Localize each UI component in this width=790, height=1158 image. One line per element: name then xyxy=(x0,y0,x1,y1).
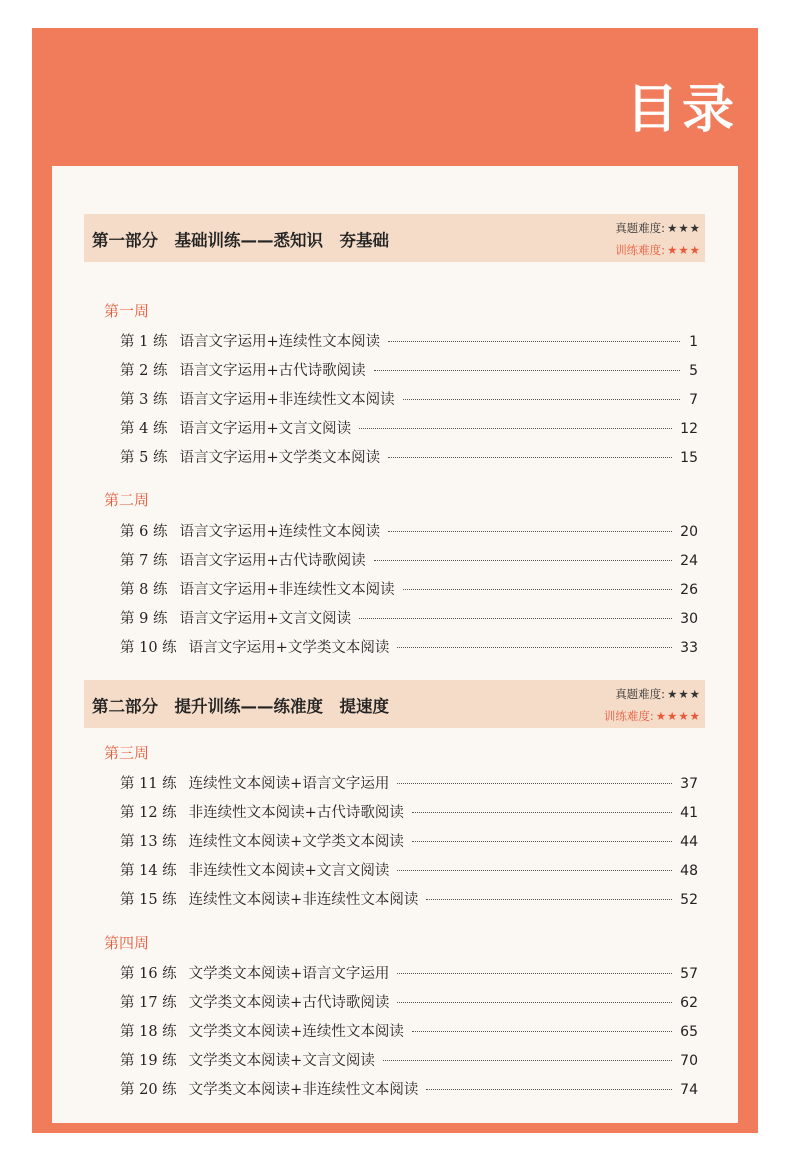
toc-entry[interactable] xyxy=(120,388,698,410)
page-number: 52 xyxy=(680,892,698,908)
toc-entry[interactable] xyxy=(120,991,698,1013)
real-difficulty xyxy=(615,686,701,702)
lesson-number: 第 18 练 xyxy=(120,1024,177,1040)
page-number: 37 xyxy=(680,776,698,792)
lesson-number: 第 15 练 xyxy=(120,892,177,908)
lesson-title: 语言文字运用+连续性文本阅读 xyxy=(179,524,381,540)
toc-entry[interactable] xyxy=(120,772,698,794)
leader-dots xyxy=(412,841,672,842)
lesson-number: 第 7 练 xyxy=(120,553,168,569)
lesson-number: 第 2 练 xyxy=(120,363,168,379)
toc-entry[interactable] xyxy=(120,1078,698,1100)
page-number: 1 xyxy=(689,334,698,350)
leader-dots xyxy=(388,531,672,532)
cover-background xyxy=(32,28,758,1133)
lesson-number: 第 19 练 xyxy=(120,1053,177,1069)
part-title: 第一部分 基础训练——悉知识 夯基础 xyxy=(92,231,389,250)
lesson-number: 第 9 练 xyxy=(120,611,168,627)
training-difficulty-stars: ★★★★ xyxy=(655,709,701,723)
lesson-number: 第 17 练 xyxy=(120,995,177,1011)
toc-entry[interactable] xyxy=(120,888,698,910)
lesson-number: 第 16 练 xyxy=(120,966,177,982)
lesson-number: 第 10 练 xyxy=(120,640,177,656)
lesson-number: 第 4 练 xyxy=(120,421,168,437)
week-heading: 第四周 xyxy=(104,934,150,952)
real-difficulty-label: 真题难度: xyxy=(615,687,666,701)
part-title: 第二部分 提升训练——练准度 提速度 xyxy=(92,697,389,716)
toc-entry[interactable] xyxy=(120,549,698,571)
leader-dots xyxy=(426,1089,672,1090)
lesson-title: 语言文字运用+古代诗歌阅读 xyxy=(179,363,366,379)
lesson-number: 第 3 练 xyxy=(120,392,168,408)
real-difficulty-stars: ★★★ xyxy=(667,687,701,701)
leader-dots xyxy=(397,870,672,871)
toc-panel xyxy=(52,166,738,1123)
toc-entry[interactable] xyxy=(120,830,698,852)
lesson-number: 第 11 练 xyxy=(120,776,177,792)
leader-dots xyxy=(412,812,672,813)
leader-dots xyxy=(397,783,672,784)
page-number: 44 xyxy=(680,834,698,850)
training-difficulty xyxy=(615,242,701,258)
lesson-number: 第 14 练 xyxy=(120,863,177,879)
toc-entry[interactable] xyxy=(120,1049,698,1071)
page-number: 20 xyxy=(680,524,698,540)
toc-entry[interactable] xyxy=(120,962,698,984)
leader-dots xyxy=(403,589,673,590)
page-number: 65 xyxy=(680,1024,698,1040)
real-difficulty-label: 真题难度: xyxy=(615,221,666,235)
leader-dots xyxy=(412,1031,672,1032)
page-number: 12 xyxy=(680,421,698,437)
lesson-title: 语言文字运用+连续性文本阅读 xyxy=(179,334,381,350)
toc-entry[interactable] xyxy=(120,520,698,542)
lesson-title: 语言文字运用+古代诗歌阅读 xyxy=(179,553,366,569)
leader-dots xyxy=(374,370,680,371)
toc-entry[interactable] xyxy=(120,330,698,352)
lesson-number: 第 5 练 xyxy=(120,450,168,466)
lesson-title: 语言文字运用+非连续性文本阅读 xyxy=(179,582,395,598)
toc-entry[interactable] xyxy=(120,636,698,658)
training-difficulty-stars: ★★★ xyxy=(667,243,701,257)
page-number: 24 xyxy=(680,553,698,569)
leader-dots xyxy=(374,560,673,561)
page-number: 74 xyxy=(680,1082,698,1098)
page-number: 33 xyxy=(680,640,698,656)
training-difficulty-label: 训练难度: xyxy=(603,709,654,723)
leader-dots xyxy=(388,457,672,458)
toc-entry[interactable] xyxy=(120,859,698,881)
page-number: 41 xyxy=(680,805,698,821)
page-number: 15 xyxy=(680,450,698,466)
lesson-number: 第 8 练 xyxy=(120,582,168,598)
lesson-title: 文学类文本阅读+古代诗歌阅读 xyxy=(188,995,390,1011)
lesson-number: 第 20 练 xyxy=(120,1082,177,1098)
leader-dots xyxy=(397,647,672,648)
leader-dots xyxy=(426,899,672,900)
page-number: 5 xyxy=(689,363,698,379)
lesson-number: 第 1 练 xyxy=(120,334,168,350)
toc-entry[interactable] xyxy=(120,446,698,468)
lesson-title: 语言文字运用+非连续性文本阅读 xyxy=(179,392,395,408)
part-header-1 xyxy=(84,214,705,262)
toc-entry[interactable] xyxy=(120,359,698,381)
lesson-title: 非连续性文本阅读+古代诗歌阅读 xyxy=(188,805,404,821)
part-header-2 xyxy=(84,680,705,728)
week-heading: 第一周 xyxy=(104,302,150,320)
lesson-title: 语言文字运用+文学类文本阅读 xyxy=(179,450,381,466)
toc-entry[interactable] xyxy=(120,801,698,823)
page-number: 26 xyxy=(680,582,698,598)
training-difficulty xyxy=(604,708,701,724)
toc-entry[interactable] xyxy=(120,578,698,600)
page-number: 7 xyxy=(689,392,698,408)
page-number: 30 xyxy=(680,611,698,627)
page-number: 57 xyxy=(680,966,698,982)
leader-dots xyxy=(397,1002,672,1003)
page-number: 62 xyxy=(680,995,698,1011)
lesson-title: 文学类文本阅读+连续性文本阅读 xyxy=(188,1024,404,1040)
lesson-title: 文学类文本阅读+文言文阅读 xyxy=(188,1053,375,1069)
leader-dots xyxy=(359,428,672,429)
lesson-title: 连续性文本阅读+非连续性文本阅读 xyxy=(188,892,419,908)
real-difficulty xyxy=(615,220,701,236)
lesson-title: 连续性文本阅读+语言文字运用 xyxy=(188,776,390,792)
lesson-title: 语言文字运用+文言文阅读 xyxy=(179,421,352,437)
lesson-title: 文学类文本阅读+非连续性文本阅读 xyxy=(188,1082,419,1098)
leader-dots xyxy=(388,341,680,342)
lesson-title: 语言文字运用+文学类文本阅读 xyxy=(188,640,390,656)
leader-dots xyxy=(397,973,672,974)
lesson-title: 连续性文本阅读+文学类文本阅读 xyxy=(188,834,404,850)
lesson-title: 文学类文本阅读+语言文字运用 xyxy=(188,966,390,982)
lesson-number: 第 13 练 xyxy=(120,834,177,850)
toc-entry[interactable] xyxy=(120,417,698,439)
toc-entry[interactable] xyxy=(120,1020,698,1042)
training-difficulty-label: 训练难度: xyxy=(615,243,666,257)
lesson-title: 非连续性文本阅读+文言文阅读 xyxy=(188,863,390,879)
lesson-title: 语言文字运用+文言文阅读 xyxy=(179,611,352,627)
toc-entry[interactable] xyxy=(120,607,698,629)
page-title: 目录 xyxy=(625,80,738,140)
page-number: 48 xyxy=(680,863,698,879)
week-heading: 第三周 xyxy=(104,744,150,762)
leader-dots xyxy=(403,399,680,400)
week-heading: 第二周 xyxy=(104,491,150,509)
lesson-number: 第 6 练 xyxy=(120,524,168,540)
leader-dots xyxy=(383,1060,672,1061)
real-difficulty-stars: ★★★ xyxy=(667,221,701,235)
page-number: 70 xyxy=(680,1053,698,1069)
lesson-number: 第 12 练 xyxy=(120,805,177,821)
leader-dots xyxy=(359,618,672,619)
